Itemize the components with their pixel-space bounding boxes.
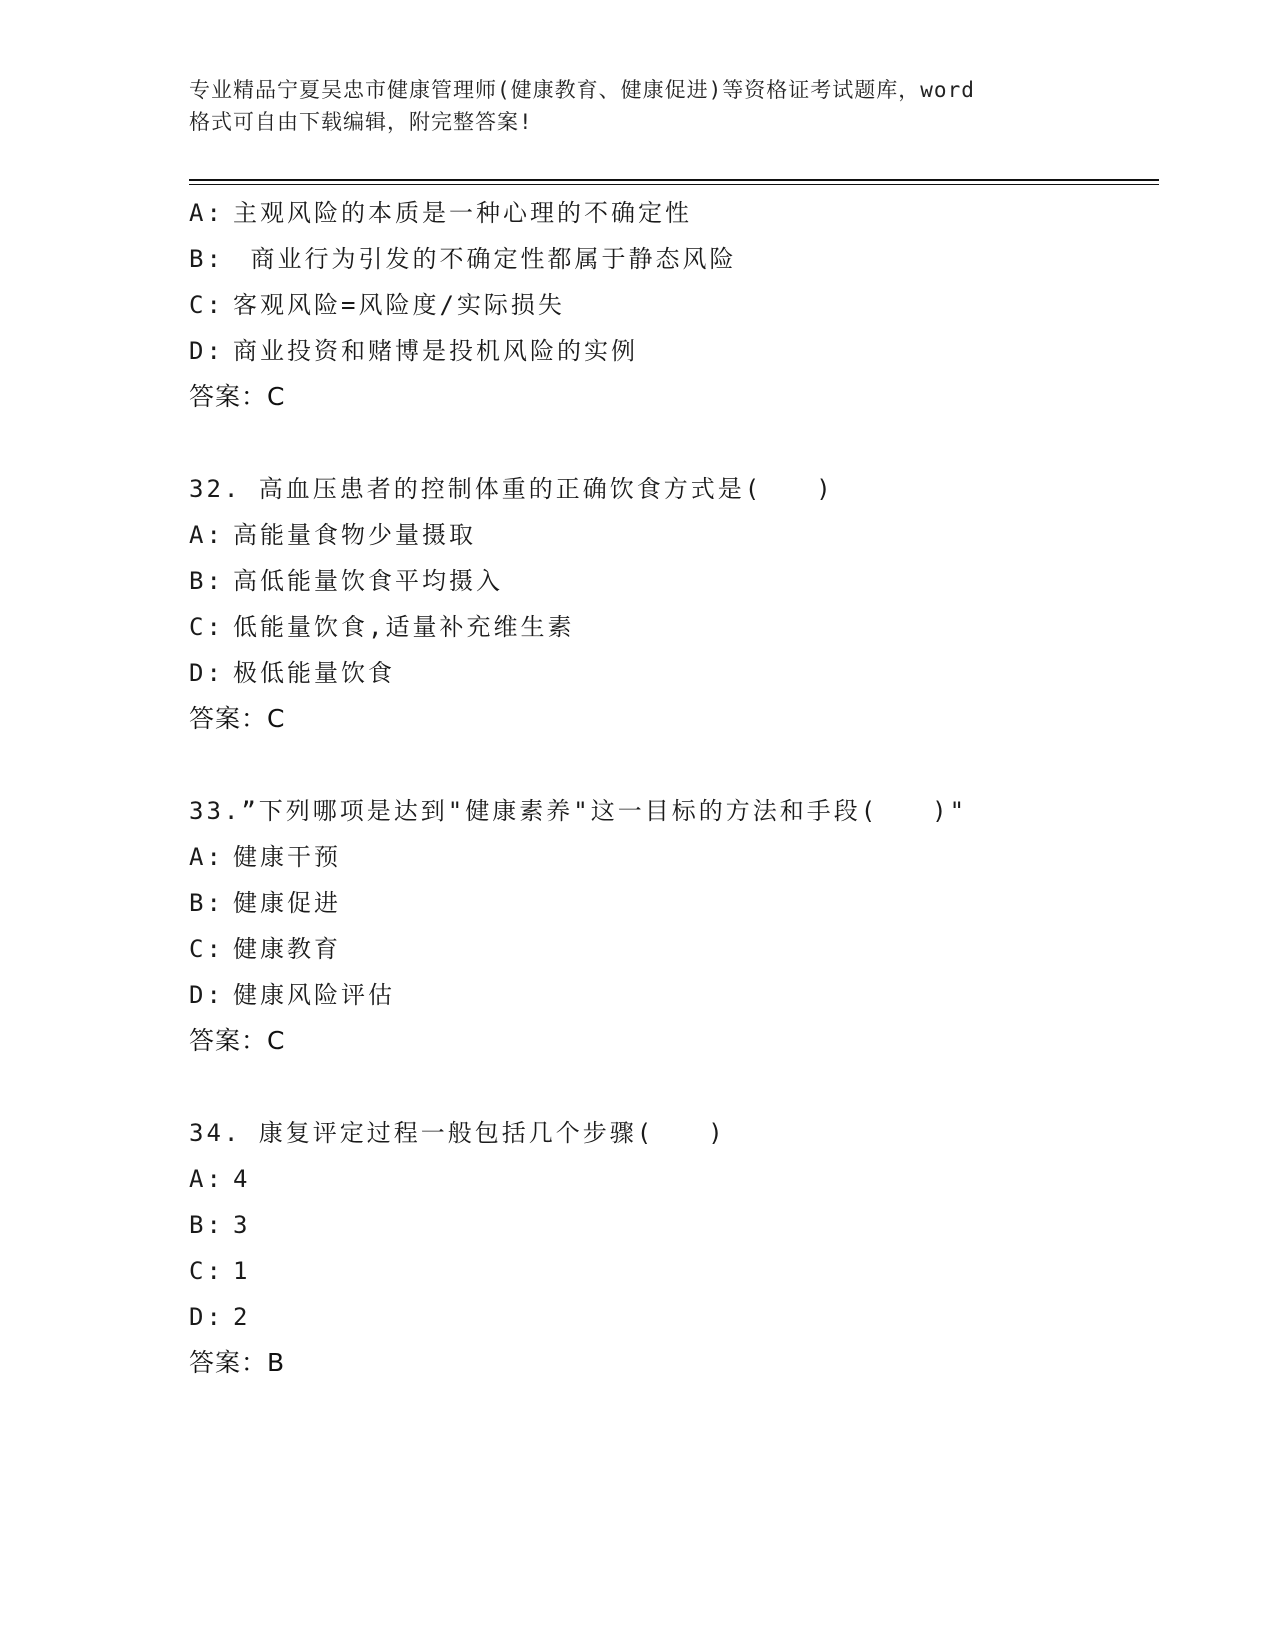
option-b [189,1202,1159,1248]
option-letter: B: [189,1211,224,1239]
option-letter: A: [189,199,224,227]
option-text: 健康风险评估 [233,981,395,1009]
option-text: 商业投资和赌博是投机风险的实例 [233,337,638,365]
option-letter: A: [189,521,224,549]
question-stem: 33.”下列哪项是达到"健康素养"这一目标的方法和手段( )" [189,797,968,825]
option-text: 4 [233,1165,251,1193]
option-letter: C: [189,935,224,963]
option-c [189,604,1159,650]
spacer [189,742,1159,788]
header-rule-thick [189,179,1159,181]
header-line-2: 格式可自由下载编辑，附完整答案! [189,110,533,134]
option-text: 低能量饮食,适量补充维生素 [233,613,575,641]
option-text: 商业行为引发的不确定性都属于静态风险 [233,245,737,273]
option-text: 高能量食物少量摄取 [233,521,476,549]
option-text: 健康干预 [233,843,341,871]
option-a [189,1156,1159,1202]
question-32 [189,466,1159,742]
question-34 [189,1110,1159,1386]
option-text: 健康促进 [233,889,341,917]
question-31-continued [189,190,1159,420]
question-stem: 34. 康复评定过程一般包括几个步骤( ) [189,1119,726,1147]
header-line-1: 专业精品宁夏吴忠市健康管理师(健康教育、健康促进)等资格证考试题库，word [189,78,975,102]
header-rule-thin [189,184,1159,185]
option-b [189,558,1159,604]
option-c [189,926,1159,972]
option-text: 1 [233,1257,251,1285]
option-letter: D: [189,659,224,687]
option-letter: B: [189,245,224,273]
page-header [189,74,1079,138]
option-d [189,1294,1159,1340]
option-letter: A: [189,1165,224,1193]
option-letter: C: [189,613,224,641]
option-c [189,282,1159,328]
option-text: 高低能量饮食平均摄入 [233,567,503,595]
answer-line: 答案：B [189,1348,286,1377]
option-a [189,512,1159,558]
option-b [189,236,1159,282]
option-text: 健康教育 [233,935,341,963]
question-33 [189,788,1159,1064]
option-text: 极低能量饮食 [233,659,395,687]
option-letter: B: [189,567,224,595]
answer-line: 答案：C [189,382,286,411]
question-stem: 32. 高血压患者的控制体重的正确饮食方式是( ) [189,475,834,503]
option-text: 主观风险的本质是一种心理的不确定性 [233,199,692,227]
question-list [189,190,1159,1386]
option-d [189,650,1159,696]
option-a [189,834,1159,880]
option-text: 2 [233,1303,251,1331]
option-letter: B: [189,889,224,917]
option-d [189,328,1159,374]
option-text: 3 [233,1211,251,1239]
option-letter: D: [189,1303,224,1331]
option-text: 客观风险=风险度/实际损失 [233,291,565,319]
answer-line: 答案：C [189,704,286,733]
option-letter: D: [189,981,224,1009]
spacer [189,1064,1159,1110]
option-letter: C: [189,291,224,319]
option-c [189,1248,1159,1294]
option-b [189,880,1159,926]
option-d [189,972,1159,1018]
answer-line: 答案：C [189,1026,286,1055]
option-letter: C: [189,1257,224,1285]
option-a [189,190,1159,236]
option-letter: A: [189,843,224,871]
option-letter: D: [189,337,224,365]
spacer [189,420,1159,466]
